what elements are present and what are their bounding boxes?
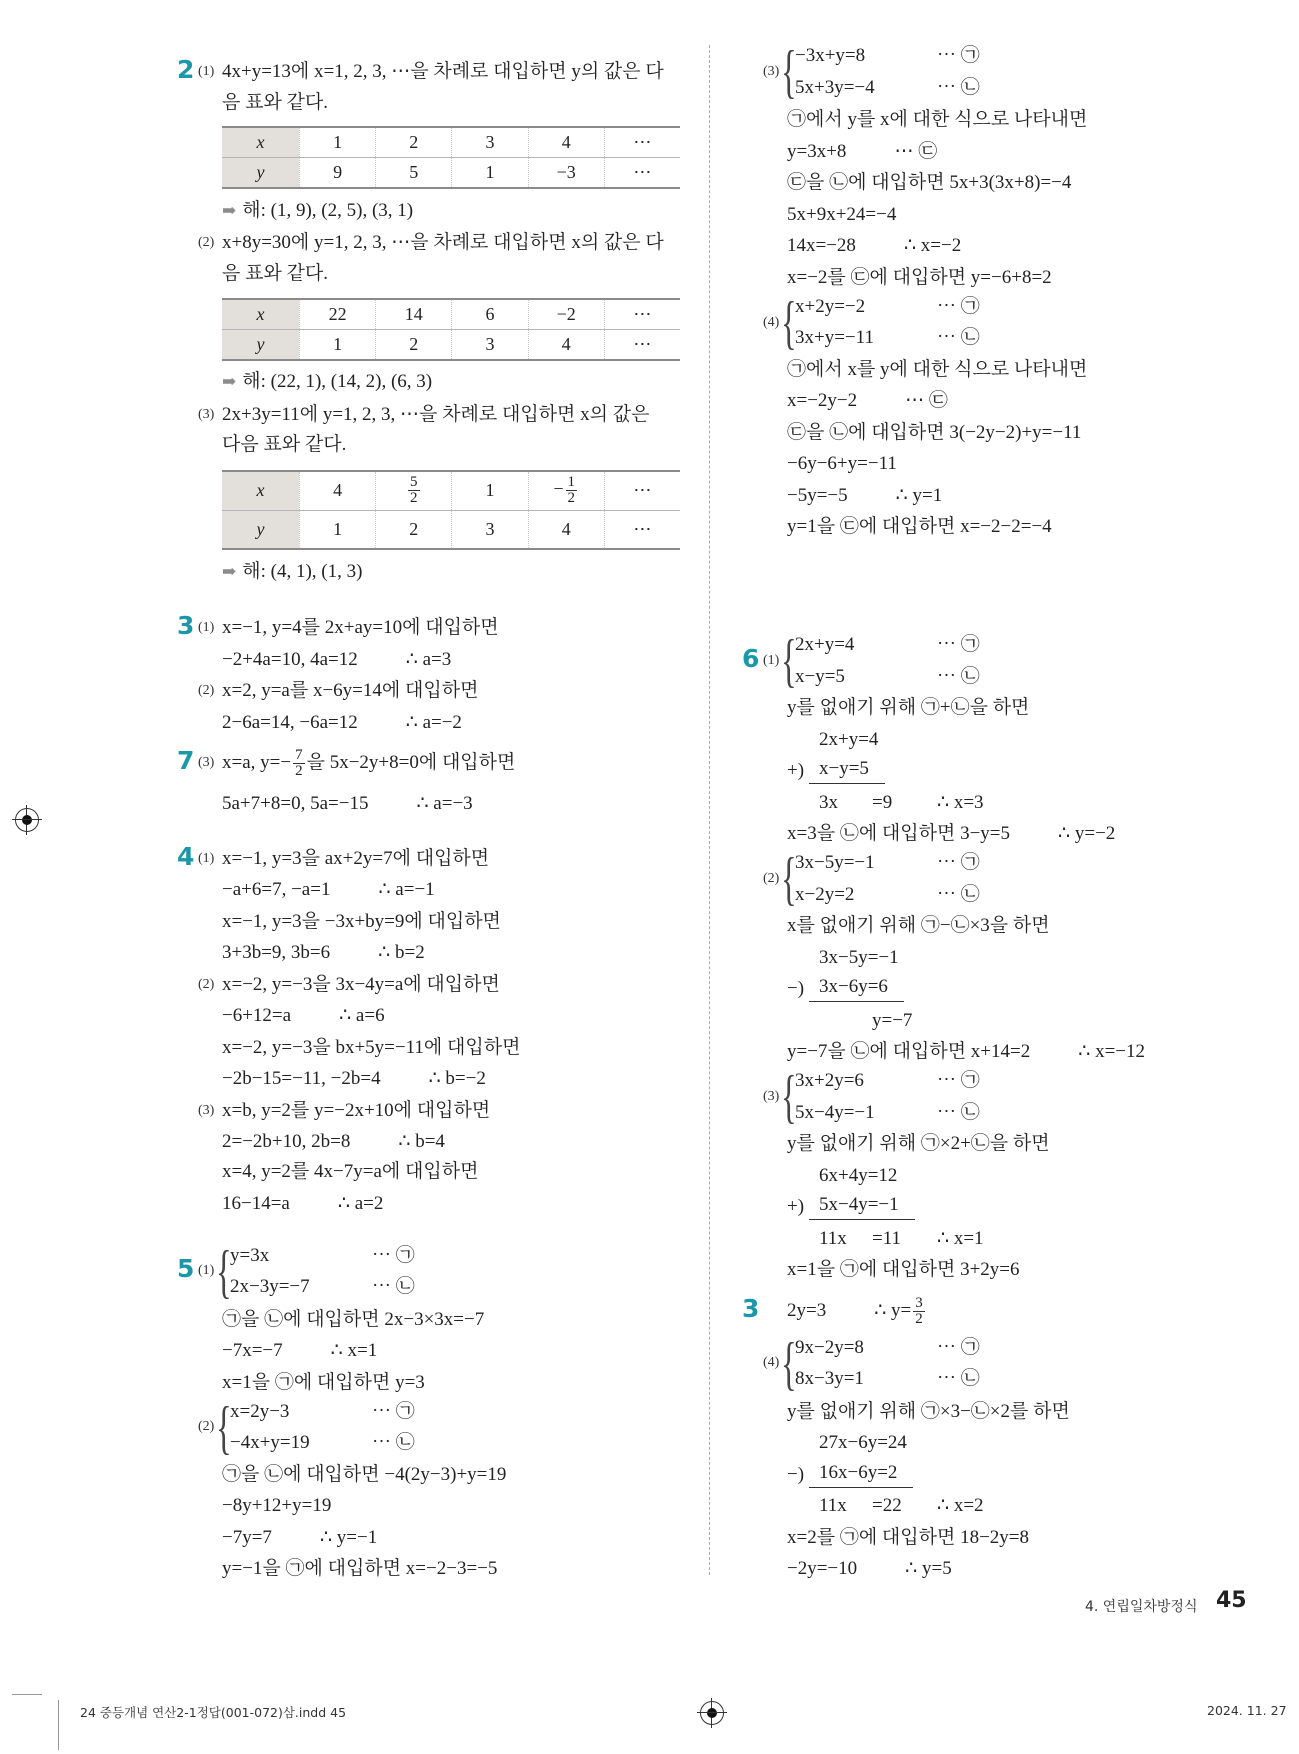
solution-line — [177, 611, 499, 644]
fraction-stack — [408, 475, 420, 506]
result-lhs: 11x — [819, 1227, 847, 1249]
solution-line — [177, 54, 664, 88]
page-number: 45 — [1216, 1588, 1247, 1613]
solution-line — [787, 167, 1071, 199]
answer-line — [222, 195, 413, 227]
chapter-title: 4. 연립일차방정식 — [1085, 1599, 1198, 1615]
denominator: 2 — [295, 763, 303, 780]
value-table — [222, 470, 680, 550]
equation-tag: ⋯ ㉡ — [937, 665, 980, 687]
solution-line — [787, 136, 937, 168]
answer-line — [222, 556, 362, 588]
table-header-cell: y — [222, 330, 299, 359]
table-cell: ⋯ — [604, 330, 680, 359]
equation-tag: ⋯ ㉠ — [937, 1070, 980, 1092]
line-text: 4x+y=13에 x=1, 2, 3, ⋯을 차례로 대입하면 y의 값은 다 — [222, 60, 664, 82]
equation-tag: ⋯ ㉠ — [372, 1400, 415, 1422]
line-text: y=−1을 ㉠에 대입하면 x=−2−3=−5 — [222, 1558, 498, 1580]
brace-icon: { — [781, 845, 797, 912]
line-text: 음 표와 같다. — [222, 263, 329, 285]
line-text: −6+12=a — [222, 1005, 292, 1027]
problem-number: 3 — [177, 611, 195, 641]
table-cell: 3 — [451, 330, 527, 359]
equation: 8x−3y=1 — [795, 1368, 864, 1390]
line-text: x=−2, y=−3을 bx+5y=−11에 대입하면 — [222, 1036, 521, 1058]
sub-problem-label: (2) — [763, 870, 780, 886]
table-cell: 9 — [299, 158, 375, 187]
solution-line — [787, 1036, 1145, 1068]
table-cell: 2 — [375, 330, 451, 359]
trim-mark — [58, 1700, 59, 1750]
line-result: ∴ x=1 — [937, 1227, 984, 1249]
solution-line — [222, 644, 451, 676]
equation: x−2y=2 — [795, 883, 855, 905]
equation: −4x+y=19 — [230, 1432, 310, 1454]
equation: 5x+3y=−4 — [795, 76, 875, 98]
denominator: 2 — [410, 490, 418, 507]
fraction-stack — [566, 475, 578, 506]
table-cell: 2 — [375, 511, 451, 549]
brace-icon: { — [781, 288, 797, 355]
line-text: y=−7을 ㉡에 대입하면 x+14=2 — [787, 1041, 1031, 1063]
sub-problem-label: (3) — [763, 63, 780, 79]
line-text: x=−1, y=3을 ax+2y=7에 대입하면 — [222, 847, 490, 869]
table-cell: 4 — [528, 511, 604, 549]
equation-tag: ⋯ ㉠ — [937, 45, 980, 67]
line-result: ∴ y=−1 — [319, 1526, 378, 1548]
solution-line — [742, 1293, 927, 1327]
solution-line — [177, 841, 490, 875]
result-rhs: =11 — [872, 1227, 902, 1249]
sub-problem-label: (3) — [198, 755, 215, 771]
solution-line — [787, 1396, 1070, 1428]
solution-line — [222, 1553, 497, 1585]
denominator: 2 — [915, 1310, 923, 1327]
line-text: x=2, y=a를 x−6y=14에 대입하면 — [222, 680, 479, 702]
line-text: ㉠에서 y를 x에 대한 식으로 나타내면 — [787, 109, 1088, 131]
numerator: 3 — [915, 1294, 923, 1311]
problem-number: 4 — [177, 841, 195, 871]
equation: 27x−6y=24 — [819, 1432, 907, 1454]
line-text: 음 표와 같다. — [222, 92, 329, 114]
equation-tag: ⋯ ㉠ — [937, 852, 980, 874]
line-text: ㉠을 ㉡에 대입하면 −4(2y−3)+y=19 — [222, 1463, 507, 1485]
brace-icon: { — [781, 38, 797, 105]
line-result: ∴ y=5 — [905, 1558, 952, 1580]
problem-number: 3 — [742, 1293, 760, 1323]
line-text: x=2를 ㉠에 대입하면 18−2y=8 — [787, 1526, 1030, 1548]
line-result: ∴ a=2 — [337, 1192, 384, 1214]
equation-tag: ⋯ ㉡ — [937, 76, 980, 98]
line-result: ∴ x=3 — [937, 791, 984, 813]
table-cell: 1 — [451, 472, 527, 510]
line-text: 2y=3 — [787, 1299, 827, 1321]
fraction — [291, 747, 307, 780]
equation: 2x+y=4 — [795, 634, 855, 656]
problem-number: 5 — [177, 1254, 195, 1284]
operator-sign: +) — [787, 1196, 805, 1218]
solution-line — [787, 511, 1052, 543]
solution-line — [222, 874, 435, 906]
solution-line — [787, 1522, 1029, 1554]
result-rhs: =9 — [872, 791, 893, 813]
line-result: ⋯ ㉢ — [905, 390, 948, 412]
problem-number: 2 — [177, 54, 195, 84]
column-divider — [709, 45, 710, 1575]
solution-line — [787, 354, 1087, 386]
sub-problem-label: (2) — [198, 234, 215, 250]
result-rhs: y=−7 — [872, 1009, 913, 1031]
solution-line — [198, 1095, 491, 1127]
solution-line — [787, 104, 1087, 136]
equation: 9x−2y=8 — [795, 1336, 864, 1358]
solution-line — [222, 1367, 425, 1399]
result-rhs: =22 — [872, 1495, 902, 1517]
table-cell: ⋯ — [604, 128, 680, 157]
table-cell — [528, 472, 604, 510]
subtracted-equation: x−y=5 — [809, 755, 885, 784]
table-cell: 5 — [375, 158, 451, 187]
line-text: 5a+7+8=0, 5a=−15 — [222, 792, 369, 814]
table-cell: 1 — [299, 511, 375, 549]
sub-problem-label: (2) — [198, 1419, 215, 1435]
table-cell: 3 — [451, 128, 527, 157]
solution-line — [787, 1128, 1050, 1160]
brace-icon: { — [781, 1063, 797, 1130]
file-slug: 24 중등개념 연산2-1정답(001-072)삼.indd 45 — [80, 1705, 347, 1720]
line-text: y를 없애기 위해 ㉠+㉡을 하면 — [787, 697, 1030, 719]
solution-line — [222, 788, 473, 820]
solution-line — [787, 262, 1052, 294]
brace-icon: { — [781, 627, 797, 694]
solution-line — [222, 87, 328, 119]
line-text: 16−14=a — [222, 1192, 290, 1214]
equation: 5x−4y=−1 — [795, 1101, 875, 1123]
line-text: −8y+12+y=19 — [222, 1495, 332, 1517]
line-text: y를 없애기 위해 ㉠×2+㉡을 하면 — [787, 1133, 1050, 1155]
problem-number: 6 — [742, 643, 760, 673]
line-result: ∴ y=−2 — [1058, 823, 1116, 844]
table-cell: ⋯ — [604, 511, 680, 549]
solution-line — [222, 1522, 377, 1554]
line-result: ∴ x=2 — [937, 1495, 984, 1517]
fraction — [406, 475, 422, 506]
line-result: ∴ b=4 — [398, 1130, 445, 1152]
numerator: 7 — [295, 747, 303, 764]
print-date: 2024. 11. 27 — [1207, 1703, 1287, 1718]
line-result: ∴ x=−12 — [1078, 1041, 1146, 1063]
line-text: ㉢을 ㉡에 대입하면 3(−2y−2)+y=−11 — [787, 421, 1082, 443]
line-result: ∴ x=−2 — [903, 235, 962, 257]
solution-line — [222, 1304, 484, 1336]
line-text: ㉢을 ㉡에 대입하면 5x+3(3x+8)=−4 — [787, 172, 1072, 194]
equation: 3x−5y=−1 — [795, 852, 875, 874]
solution-line — [222, 1156, 478, 1188]
solution-line — [177, 746, 516, 780]
value-table — [222, 298, 680, 362]
equation-tag: ⋯ ㉠ — [937, 295, 980, 317]
table-cell: 1 — [299, 330, 375, 359]
line-text: x=1을 ㉠에 대입하면 y=3 — [222, 1371, 425, 1393]
solution-line — [222, 1490, 331, 1522]
fraction-sign: − — [553, 478, 564, 499]
line-text: 2=−2b+10, 2b=8 — [222, 1130, 351, 1152]
solution-line — [222, 1063, 486, 1095]
equation: −3x+y=8 — [795, 45, 866, 67]
solution-line — [222, 1000, 385, 1032]
line-text: 2x+3y=11에 y=1, 2, 3, ⋯을 차례로 대입하면 x의 값은 — [222, 403, 650, 425]
table-header-cell: y — [222, 511, 299, 549]
problem-number: 7 — [177, 746, 195, 776]
operator-sign: −) — [787, 978, 805, 1000]
result-lhs: 11x — [819, 1495, 847, 1517]
answer-line — [222, 366, 432, 398]
operator-sign: −) — [787, 1463, 805, 1485]
registration-mark-icon — [700, 1701, 724, 1725]
solution-line — [222, 258, 328, 290]
line-text: y=1을 ㉢에 대입하면 x=−2−2=−4 — [787, 516, 1052, 538]
equation-tag: ⋯ ㉡ — [937, 883, 980, 905]
table-header-cell: x — [222, 300, 299, 329]
equation: 3x+y=−11 — [795, 327, 874, 349]
table-cell: 1 — [299, 128, 375, 157]
line-text: ㉠에서 x를 y에 대한 식으로 나타내면 — [787, 358, 1088, 380]
fraction — [553, 475, 579, 506]
line-text: x=3을 ㉡에 대입하면 3−y=5 — [787, 823, 1011, 844]
equation: x+2y=−2 — [795, 295, 866, 317]
table-row — [222, 472, 680, 510]
table-row — [222, 300, 680, 329]
brace-icon: { — [781, 1329, 797, 1396]
equation-tag: ⋯ ㉠ — [937, 634, 980, 656]
solution-line — [198, 227, 664, 259]
solution-line — [222, 937, 425, 969]
table-header-cell: y — [222, 158, 299, 187]
arrow-right-icon: ➡ — [222, 201, 237, 221]
line-result: ∴ b=2 — [378, 942, 425, 964]
denominator: 2 — [567, 490, 576, 507]
line-result: ∴ b=−2 — [428, 1068, 486, 1090]
line-text: ㉠을 ㉡에 대입하면 2x−3×3x=−7 — [222, 1308, 485, 1330]
solution-line — [787, 1553, 952, 1585]
solution-line — [787, 417, 1081, 449]
table-cell: 2 — [375, 128, 451, 157]
line-text: 다음 표와 같다. — [222, 434, 347, 456]
line-result: ∴ x=1 — [330, 1340, 378, 1362]
sub-problem-label: (1) — [198, 620, 215, 636]
table-header-cell: x — [222, 128, 299, 157]
line-result: ∴ a=−3 — [416, 792, 473, 814]
line-text: x를 없애기 위해 ㉠−㉡×3을 하면 — [787, 915, 1050, 937]
solution-line — [198, 969, 500, 1001]
solution-line — [222, 1335, 377, 1367]
table-cell: 1 — [451, 158, 527, 187]
line-text: −2b−15=−11, −2b=4 — [222, 1068, 381, 1090]
line-text: x=−2y−2 — [787, 390, 858, 412]
table-row — [222, 128, 680, 157]
line-text: 2−6a=14, −6a=12 — [222, 711, 358, 733]
solution-line — [222, 1126, 445, 1158]
line-result: ∴ a=3 — [405, 648, 452, 670]
fraction-stack — [913, 1296, 925, 1327]
line-text: y를 없애기 위해 ㉠×3−㉡×2를 하면 — [787, 1400, 1070, 1422]
sub-problem-label: (3) — [763, 1089, 780, 1105]
solution-line — [222, 1459, 506, 1491]
equation-tag: ⋯ ㉡ — [937, 327, 980, 349]
equation: 2x−3y=−7 — [230, 1275, 310, 1297]
sub-problem-label: (4) — [763, 1355, 780, 1371]
fraction-stack — [293, 748, 305, 779]
line-text: x=b, y=2를 y=−2x+10에 대입하면 — [222, 1099, 491, 1121]
line-text: 5x+9x+24=−4 — [787, 203, 897, 225]
line-text: x=1을 ㉠에 대입하면 3+2y=6 — [787, 1259, 1020, 1281]
fraction — [911, 1294, 927, 1327]
solution-line — [787, 692, 1029, 724]
equation-tag: ⋯ ㉠ — [372, 1244, 415, 1266]
value-table — [222, 126, 680, 190]
solution-line — [198, 675, 479, 707]
solution-line — [222, 707, 462, 739]
equation: 3x+2y=6 — [795, 1070, 864, 1092]
line-text: −a+6=7, −a=1 — [222, 879, 331, 901]
line-text: −7x=−7 — [222, 1340, 283, 1362]
equation: y=3x — [230, 1244, 270, 1266]
sub-problem-label: (1) — [198, 63, 215, 79]
solution-line — [222, 1032, 520, 1064]
table-header-cell: x — [222, 472, 299, 510]
arrow-right-icon: ➡ — [222, 562, 237, 582]
line-result: ∴ a=−1 — [378, 879, 435, 901]
table-cell: −2 — [528, 300, 604, 329]
line-result: ∴ y=1 — [895, 484, 943, 506]
sub-problem-label: (4) — [763, 314, 780, 330]
table-cell: ⋯ — [604, 472, 680, 510]
line-text: −5y=−5 — [787, 484, 848, 506]
subtracted-equation: 3x−6y=6 — [809, 973, 904, 1002]
table-cell: 22 — [299, 300, 375, 329]
answer-text: 해: (22, 1), (14, 2), (6, 3) — [242, 371, 433, 393]
table-row — [222, 157, 680, 187]
equation: 2x+y=4 — [819, 728, 879, 750]
equation-tag: ⋯ ㉠ — [937, 1336, 980, 1358]
line-text: −2+4a=10, 4a=12 — [222, 648, 358, 670]
line-text: x=−2, y=−3을 3x−4y=a에 대입하면 — [222, 973, 500, 995]
line-text: 3+3b=9, 3b=6 — [222, 942, 331, 964]
sub-problem-label: (2) — [198, 976, 215, 992]
solution-line — [222, 1188, 383, 1220]
equation: x−y=5 — [795, 665, 845, 687]
subtracted-equation: 5x−4y=−1 — [809, 1191, 915, 1220]
sub-problem-label: (1) — [198, 850, 215, 866]
line-result: ⋯ ㉢ — [894, 140, 938, 162]
table-cell: 6 — [451, 300, 527, 329]
table-cell: 4 — [299, 472, 375, 510]
line-text: y=3x+8 — [787, 140, 847, 162]
line-text: x=a, y=− — [222, 752, 292, 774]
solution-line — [787, 230, 961, 262]
table-cell: 3 — [451, 511, 527, 549]
brace-icon: { — [216, 1393, 232, 1460]
subtracted-equation: 16x−6y=2 — [809, 1459, 913, 1488]
arrow-right-icon: ➡ — [222, 372, 237, 392]
solution-line — [787, 385, 948, 417]
line-text: x=4, y=2를 4x−7y=a에 대입하면 — [222, 1161, 479, 1183]
trim-mark — [12, 1694, 42, 1695]
solution-line — [787, 480, 942, 512]
equation-tag: ⋯ ㉡ — [372, 1275, 415, 1297]
answer-text: 해: (4, 1), (1, 3) — [242, 561, 363, 583]
numerator: 1 — [567, 474, 576, 491]
sub-problem-label: (1) — [763, 652, 780, 668]
sub-problem-label: (2) — [198, 683, 215, 699]
sub-problem-label: (3) — [198, 406, 215, 422]
line-text: x=−1, y=3을 −3x+by=9에 대입하면 — [222, 910, 501, 932]
table-cell: ⋯ — [604, 300, 680, 329]
table-cell: −3 — [528, 158, 604, 187]
line-text: −7y=7 — [222, 1526, 272, 1548]
solution-line — [787, 199, 896, 231]
solution-line — [198, 399, 650, 431]
equation: 6x+4y=12 — [819, 1164, 898, 1186]
solution-line — [787, 448, 897, 480]
line-text: −2y=−10 — [787, 1558, 858, 1580]
table-row — [222, 329, 680, 359]
answer-text: 해: (1, 9), (2, 5), (3, 1) — [242, 200, 414, 222]
numerator: 5 — [410, 474, 418, 491]
sub-problem-label: (3) — [198, 1102, 215, 1118]
line-result: ∴ a=−2 — [405, 711, 462, 733]
table-cell — [375, 472, 451, 510]
solution-line — [222, 429, 346, 461]
line-result: ∴ a=6 — [339, 1005, 385, 1027]
line-text: 을 5x−2y+8=0에 대입하면 — [306, 752, 516, 774]
table-cell: ⋯ — [604, 158, 680, 187]
table-cell: 4 — [528, 330, 604, 359]
result-lhs: 3x — [819, 791, 838, 813]
equation-tag: ⋯ ㉡ — [937, 1101, 980, 1123]
table-row — [222, 510, 680, 549]
line-text: 14x=−28 — [787, 235, 856, 257]
brace-icon: { — [216, 1237, 232, 1304]
equation-tag: ⋯ ㉡ — [937, 1368, 980, 1390]
line-text: −6y−6+y=−11 — [787, 453, 897, 475]
table-cell: 4 — [528, 128, 604, 157]
equation: 3x−5y=−1 — [819, 946, 899, 968]
table-cell: 14 — [375, 300, 451, 329]
line-text: x=−2를 ㉢에 대입하면 y=−6+8=2 — [787, 266, 1052, 288]
line-result: ∴ y= — [874, 1299, 912, 1321]
sub-problem-label: (1) — [198, 1263, 215, 1279]
operator-sign: +) — [787, 760, 805, 782]
equation-tag: ⋯ ㉡ — [372, 1432, 415, 1454]
solution-line — [222, 906, 501, 938]
solution-line — [787, 910, 1050, 942]
registration-mark-icon — [15, 808, 39, 832]
line-text: x+8y=30에 y=1, 2, 3, ⋯을 차례로 대입하면 x의 값은 다 — [222, 231, 664, 253]
equation: x=2y−3 — [230, 1400, 290, 1422]
solution-line — [787, 818, 1115, 850]
line-text: x=−1, y=4를 2x+ay=10에 대입하면 — [222, 617, 499, 639]
solution-line — [787, 1254, 1020, 1286]
